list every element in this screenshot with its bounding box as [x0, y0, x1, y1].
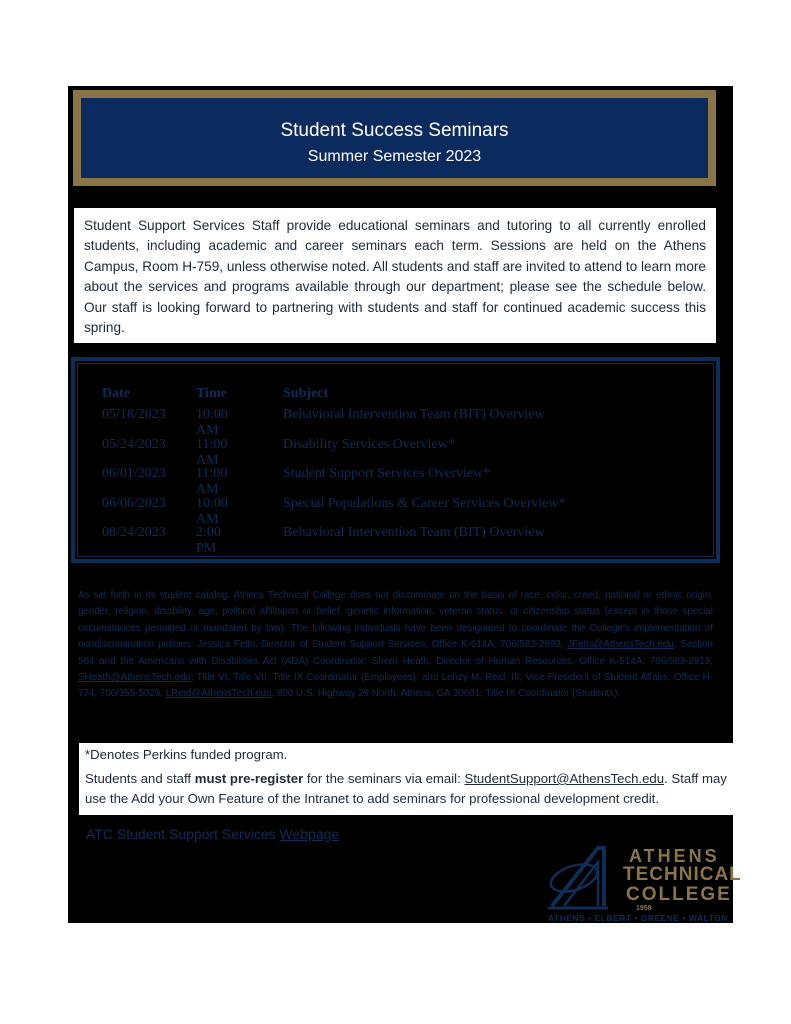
row-date: 06/01/2023 — [102, 466, 166, 481]
policy-text-4: , 800 U.S. Highway 29 North, Athens, GA 30601; Title IX Coordinator (Students). — [271, 688, 621, 700]
intro-paragraph: Student Support Services Staff provide educational seminars and tutoring to all currently enrolled students, including academic and career seminars each term. Sessions are held on the Athens Campus, Room H-759, unless otherwise noted. All students and staff are invited to attend to learn more about the services and programs available through our department; please see the schedule below. Our staff is looking forward to partnering with students and staff for continued academic success this spring. — [74, 208, 716, 343]
column-header-subject: Subject — [283, 386, 329, 401]
college-logo — [544, 844, 742, 924]
reg-text-3: . Staff may use the Add your Own Feature of the Intranet to add seminars for professional development credit. — [85, 771, 727, 806]
column-header-date: Date — [102, 386, 130, 401]
preregister-text — [85, 769, 727, 809]
email-link-lreid[interactable]: LReid@AthensTech.edu — [165, 688, 272, 700]
email-link-jfelts[interactable]: JFelts@AthensTech.edu — [567, 639, 674, 651]
row-subject: Behavioral Intervention Team (BIT) Overview — [283, 407, 545, 422]
page-subtitle: Summer Semester 2023 — [307, 148, 482, 165]
schedule-box — [71, 357, 720, 563]
logo-line-3: COLLEGE — [626, 884, 732, 905]
logo-tagline: ATHENS • ELBERT • GREENE • WALTON — [548, 913, 728, 923]
webpage-line — [86, 826, 339, 842]
header-frame — [73, 90, 716, 186]
row-time: 11:00 AM — [196, 466, 228, 497]
registration-note — [79, 743, 733, 815]
email-link-sheath[interactable]: SHeath@AthensTech.edu — [78, 672, 191, 684]
webpage-link[interactable]: Webpage — [279, 826, 340, 842]
logo-year: 1958 — [636, 905, 652, 912]
seminar-flyer — [68, 86, 742, 923]
row-subject: Disability Services Overview* — [283, 436, 455, 452]
column-header-time: Time — [196, 386, 227, 401]
reg-emphasis: must pre-register — [194, 771, 304, 786]
reg-text-1: Students and staff — [85, 771, 195, 786]
policy-text-2: ; Section 504 and the Americans with Disabilities Act (ADA) Coordinator; Sherri Heath, Director of Human Resources, Office K-514A, 706/583-2818, — [78, 639, 713, 667]
row-date: 08/24/2023 — [102, 525, 166, 540]
logo-emblem-icon — [544, 844, 634, 916]
logo-line-1: ATHENS — [629, 846, 720, 866]
row-date: 05/18/2023 — [102, 407, 166, 422]
perkins-note: *Denotes Perkins funded program. — [85, 747, 288, 762]
row-time: 2:00 PM — [196, 525, 221, 556]
row-subject: Special Populations & Career Services Overview* — [283, 495, 566, 511]
webpage-prefix: ATC Student Support Services — [86, 826, 280, 842]
row-date: 05/24/2023 — [102, 436, 166, 452]
row-time: 11:00 AM — [196, 436, 228, 468]
policy-text-1: As set forth in its student catalog, Athens Technical College does not discriminate on the basis of race, color, creed, national or ethnic origin, gender, religion, disability, age, political affiliation or belief, genetic information, veteran status, or citizenship status (except in those special circumstances permitted or mandated by law). The following individuals have been designated to coordinate the College's implementation of nondiscrimination policies: Jessica Felts, Director of Student Support Services, Office K-614A, 706/583-2893, — [78, 590, 713, 651]
row-time: 10:00 AM — [196, 495, 228, 527]
page-title: Student Success Seminars — [280, 120, 509, 141]
row-subject: Student Support Services Overview* — [283, 466, 491, 481]
header-banner — [81, 98, 708, 178]
row-subject: Behavioral Intervention Team (BIT) Overview — [283, 525, 545, 540]
row-date: 06/06/2023 — [102, 495, 166, 511]
support-email-link[interactable]: StudentSupport@AthensTech.edu — [464, 771, 665, 786]
row-time: 10:00 AM — [196, 407, 228, 438]
policy-text-3: ; Title VI, Title VII, Title IX Coordinator (Employees); and Lenzy M. Reid, III, Vice President of Student Affairs, Office H-774, 706/355-5029, — [78, 672, 713, 700]
logo-line-2: TECHNICAL — [623, 864, 742, 885]
nondiscrimination-statement — [78, 588, 713, 703]
reg-text-2: for the seminars via email: — [303, 771, 465, 786]
